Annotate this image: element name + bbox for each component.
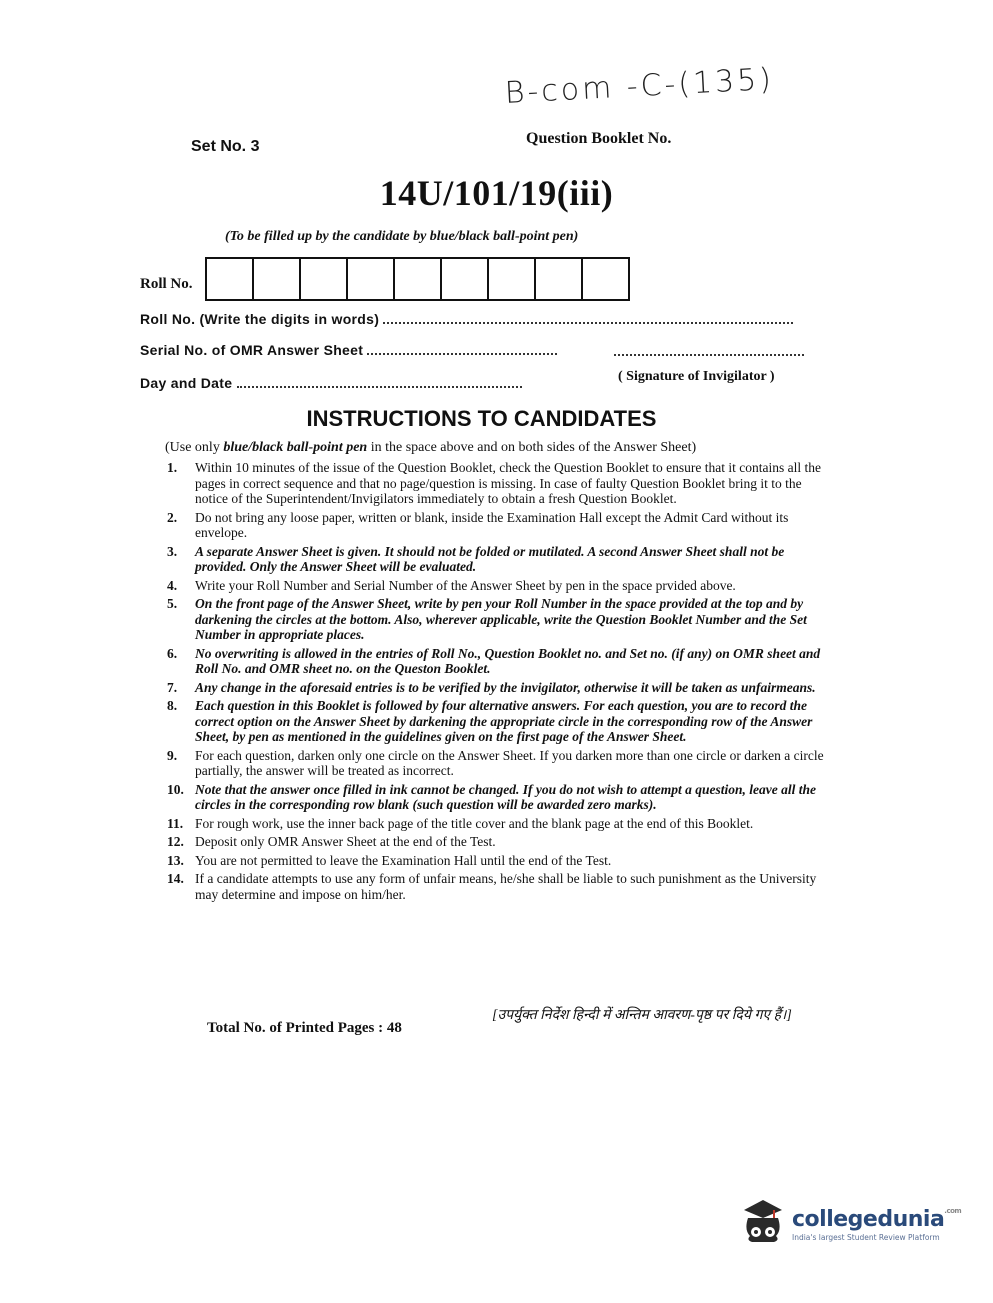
instruction-number: 1. bbox=[167, 460, 178, 475]
fill-note: (To be filled up by the candidate by blue/black ball-point pen) bbox=[225, 229, 579, 244]
instruction-text: Any change in the aforesaid entries is to be verified by the invigilator, otherwise it will be taken as unfairmeans. bbox=[195, 679, 816, 695]
roll-no-box[interactable] bbox=[487, 257, 536, 301]
roll-no-boxes[interactable] bbox=[207, 257, 630, 301]
roll-words-field[interactable] bbox=[383, 312, 793, 324]
instruction-number: 8. bbox=[167, 698, 178, 713]
paper-code: 14U/101/19(iii) bbox=[379, 173, 614, 213]
logo-name: collegedunia bbox=[792, 1206, 945, 1232]
roll-words-row bbox=[140, 311, 793, 327]
instruction-text: For rough work, use the inner back page of the title cover and the blank page at the end of this Booklet. bbox=[195, 815, 754, 831]
instruction-item bbox=[167, 460, 832, 507]
instruction-text: Note that the answer once filled in ink cannot be changed. If you do not wish to attempt a question, leave all the circles in the corresponding row blank (such question will be awarded zero marks). bbox=[195, 781, 817, 812]
roll-no-label: Roll No. bbox=[140, 276, 193, 292]
question-booklet-label: Question Booklet No. bbox=[526, 130, 672, 147]
roll-no-box[interactable] bbox=[393, 257, 442, 301]
omr-serial-row bbox=[140, 342, 557, 358]
instruction-number: 7. bbox=[167, 679, 178, 695]
instruction-number: 12. bbox=[167, 834, 184, 849]
instruction-text: For each question, darken only one circle on the Answer Sheet. If you darken more than one circle or darken a circle partially, the answer will be treated as incorrect. bbox=[195, 747, 824, 778]
instruction-item bbox=[167, 578, 832, 594]
instructions-heading: INSTRUCTIONS TO CANDIDATES bbox=[306, 406, 657, 431]
set-number: Set No. 3 bbox=[191, 138, 260, 155]
hindi-note: [उपर्युक्त निर्देश हिन्दी में अन्तिम आवरण-पृष्ठ पर दिये गए हैं।] bbox=[492, 1008, 792, 1023]
roll-no-box[interactable] bbox=[440, 257, 489, 301]
roll-no-box[interactable] bbox=[205, 257, 254, 301]
instruction-number: 14. bbox=[167, 871, 184, 886]
instruction-number: 10. bbox=[167, 781, 184, 797]
instruction-text: A separate Answer Sheet is given. It should not be folded or mutilated. A second Answer Sheet shall not be provided. Only the Answer Sheet will be evaluated. bbox=[195, 543, 785, 574]
omr-serial-field[interactable] bbox=[367, 343, 557, 355]
use-note-pre: (Use only bbox=[165, 440, 224, 455]
instruction-item bbox=[167, 698, 832, 745]
instruction-number: 3. bbox=[167, 543, 178, 559]
omr-serial-label: Serial No. of OMR Answer Sheet bbox=[140, 342, 364, 358]
total-pages: Total No. of Printed Pages : 48 bbox=[207, 1020, 402, 1036]
roll-no-box[interactable] bbox=[581, 257, 630, 301]
paper-code-wrap bbox=[0, 172, 993, 214]
instruction-text: On the front page of the Answer Sheet, write by pen your Roll Number in the space provided at the top and by darkening the circles at the bottom. Also, wherever applicable, write the Question Booklet Number and the Set Number in appropriate places. bbox=[195, 596, 807, 642]
collegedunia-logo bbox=[738, 1196, 961, 1252]
instruction-item bbox=[167, 646, 832, 677]
logo-tagline: India's largest Student Review Platform bbox=[792, 1232, 940, 1242]
instruction-text: If a candidate attempts to use any form of unfair means, he/she shall be liable to such punishment as the University may determine and impose on him/her. bbox=[195, 871, 817, 902]
day-date-label: Day and Date bbox=[140, 375, 233, 391]
instructions-list bbox=[167, 460, 832, 905]
roll-no-box[interactable] bbox=[534, 257, 583, 301]
instruction-item bbox=[167, 596, 832, 643]
instructions-heading-wrap bbox=[0, 406, 993, 432]
logo-name-row bbox=[792, 1207, 961, 1232]
logo-text bbox=[792, 1207, 961, 1242]
signature-label: ( Signature of Invigilator ) bbox=[618, 369, 775, 384]
use-note-post: in the space above and on both sides of the Answer Sheet) bbox=[367, 440, 697, 455]
roll-no-box[interactable] bbox=[299, 257, 348, 301]
use-note-bold: blue/black ball-point pen bbox=[223, 440, 368, 455]
instruction-item bbox=[167, 853, 832, 869]
roll-no-box[interactable] bbox=[346, 257, 395, 301]
signature-field[interactable] bbox=[614, 344, 804, 356]
roll-no-box[interactable] bbox=[252, 257, 301, 301]
instruction-item bbox=[167, 680, 832, 696]
instruction-item bbox=[167, 782, 832, 813]
instruction-number: 5. bbox=[167, 596, 178, 611]
instruction-item bbox=[167, 816, 832, 832]
instruction-number: 2. bbox=[167, 509, 178, 525]
instruction-item bbox=[167, 544, 832, 575]
instruction-item bbox=[167, 510, 832, 541]
instruction-text: No overwriting is allowed in the entries of Roll No., Question Booklet no. and Set no. (if any) on OMR sheet and Roll No. and OMR sheet no. on the Queston Booklet. bbox=[195, 645, 821, 676]
instruction-text: Each question in this Booklet is followed by four alternative answers. For each question, you are to record the correct option on the Answer Sheet by darkening the appropriate circle in the corresponding row of the Answer Sheet, by pen as mentioned in the guidelines given on the first page of the Answer Sheet. bbox=[195, 698, 813, 744]
day-date-field[interactable] bbox=[237, 376, 522, 388]
handwritten-booklet-note: B-com -C-(135) bbox=[503, 61, 775, 111]
instruction-text: Do not bring any loose paper, written or blank, inside the Examination Hall except the Admit Card without its envelope. bbox=[195, 509, 789, 540]
roll-words-label: Roll No. (Write the digits in words) bbox=[140, 311, 380, 327]
use-note bbox=[165, 440, 696, 456]
instruction-text: Within 10 minutes of the issue of the Question Booklet, check the Question Booklet to ensure that it contains all the pages in correct sequence and that no page/question is missing. In case of faulty Question Booklet bring it to the notice of the Superintendent/Invigilators immediately to obtain a fresh Question Booklet. bbox=[195, 460, 821, 506]
instruction-text: Write your Roll Number and Serial Number of the Answer Sheet by pen in the space prvided above. bbox=[195, 577, 736, 593]
instruction-number: 11. bbox=[167, 815, 184, 831]
instruction-number: 4. bbox=[167, 577, 178, 593]
instruction-text: You are not permitted to leave the Examination Hall until the end of the Test. bbox=[195, 852, 612, 868]
day-date-row bbox=[140, 375, 522, 391]
instruction-number: 9. bbox=[167, 747, 178, 763]
instruction-item bbox=[167, 748, 832, 779]
logo-suffix: .com bbox=[944, 1206, 962, 1215]
instruction-number: 6. bbox=[167, 645, 178, 661]
logo-mascot-icon bbox=[738, 1196, 788, 1252]
instruction-item bbox=[167, 871, 832, 902]
instruction-text: Deposit only OMR Answer Sheet at the end of the Test. bbox=[195, 834, 496, 849]
instruction-number: 13. bbox=[167, 852, 184, 868]
instruction-item bbox=[167, 834, 832, 850]
